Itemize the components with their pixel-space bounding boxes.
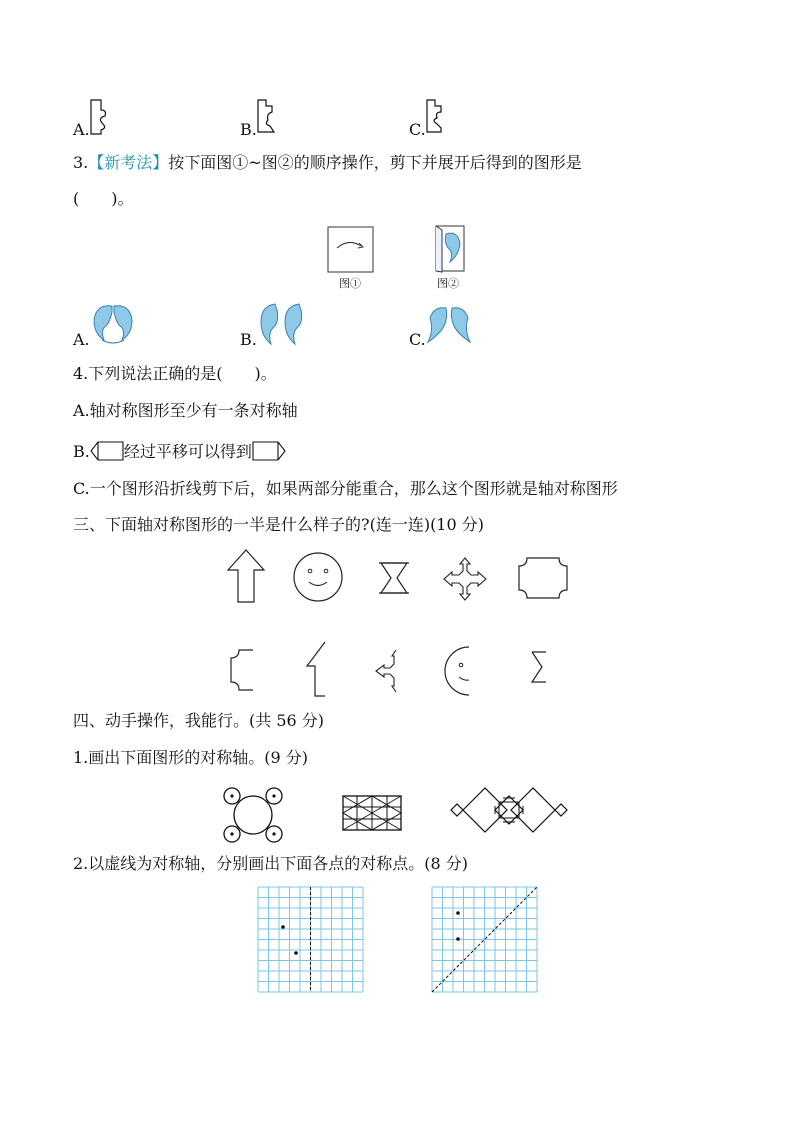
section4-lattice-rect-shape bbox=[342, 795, 402, 831]
q3-number: 3. bbox=[73, 153, 89, 172]
q3-option-a-label: A. bbox=[73, 330, 90, 349]
section4-grid-vertical-axis bbox=[258, 887, 364, 993]
section3-star-cross-shape bbox=[442, 556, 488, 602]
q4-option-b-mid: 经过平移可以得到 bbox=[123, 442, 252, 461]
section3-smiley-shape bbox=[291, 551, 345, 603]
q3-option-a-dolphins bbox=[88, 300, 138, 348]
q2-option-a-shape bbox=[89, 96, 113, 136]
q3-fig2-caption: 图② bbox=[437, 277, 459, 290]
section3-half-smiley bbox=[443, 645, 471, 697]
q3-fig1-square bbox=[327, 226, 375, 274]
q2-option-b-label: B. bbox=[240, 120, 257, 139]
q3-option-c-dolphins bbox=[424, 300, 474, 348]
q2-option-b-shape bbox=[256, 96, 280, 136]
q2-option-a-label: A. bbox=[73, 120, 90, 139]
section4-q2: 2.以虚线为对称轴，分别画出下面各点的对称点。(8 分) bbox=[73, 854, 469, 873]
q3-option-c-label: C. bbox=[409, 330, 426, 349]
section4-q1: 1.画出下面图形的对称轴。(9 分) bbox=[73, 748, 309, 767]
q3-option-b-label: B. bbox=[240, 330, 257, 349]
section3-notched-rect-shape bbox=[517, 556, 569, 600]
q3-blank: ( )。 bbox=[73, 189, 134, 208]
q3-text: 按下面图①~图②的顺序操作，剪下并展开后得到的图形是 bbox=[168, 153, 582, 172]
section3-title: 三、下面轴对称图形的一半是什么样子的?(连一连)(10 分) bbox=[73, 515, 484, 534]
section4-title: 四、动手操作，我能行。(共 56 分) bbox=[73, 711, 325, 730]
q2-option-c-label: C. bbox=[409, 120, 426, 139]
q3-option-b-dolphins bbox=[255, 300, 311, 348]
section4-circles-shape bbox=[220, 786, 286, 844]
q3-tag: 【新考法】 bbox=[88, 153, 169, 172]
section3-half-hourglass bbox=[530, 650, 548, 684]
q3-fig2-folded-paper bbox=[432, 224, 468, 274]
section3-arrow-shape bbox=[226, 548, 266, 604]
q4-option-c: C.一个图形沿折线剪下后，如果两部分能重合，那么这个图形就是轴对称图形 bbox=[73, 479, 618, 498]
section3-half-notched-rect bbox=[229, 648, 255, 694]
q4-shape-left-arrow bbox=[90, 441, 124, 461]
section4-knot-diamond-shape bbox=[449, 782, 569, 838]
section3-half-arrow bbox=[305, 640, 327, 698]
q4-shape-right-arrow bbox=[252, 441, 286, 461]
q2-option-c-shape bbox=[425, 96, 449, 136]
q3-fig1-caption: 图① bbox=[339, 277, 361, 290]
q4-option-a: A.轴对称图形至少有一条对称轴 bbox=[73, 401, 298, 420]
q4-option-b bbox=[73, 441, 286, 462]
section3-hourglass-shape bbox=[377, 561, 411, 595]
q4-stem: 4.下列说法正确的是( )。 bbox=[73, 364, 277, 383]
section4-grid-diagonal-axis bbox=[432, 887, 538, 993]
q4-option-b-prefix: B. bbox=[73, 442, 90, 461]
section3-half-star-cross bbox=[374, 648, 398, 694]
q3-stem bbox=[73, 153, 582, 173]
